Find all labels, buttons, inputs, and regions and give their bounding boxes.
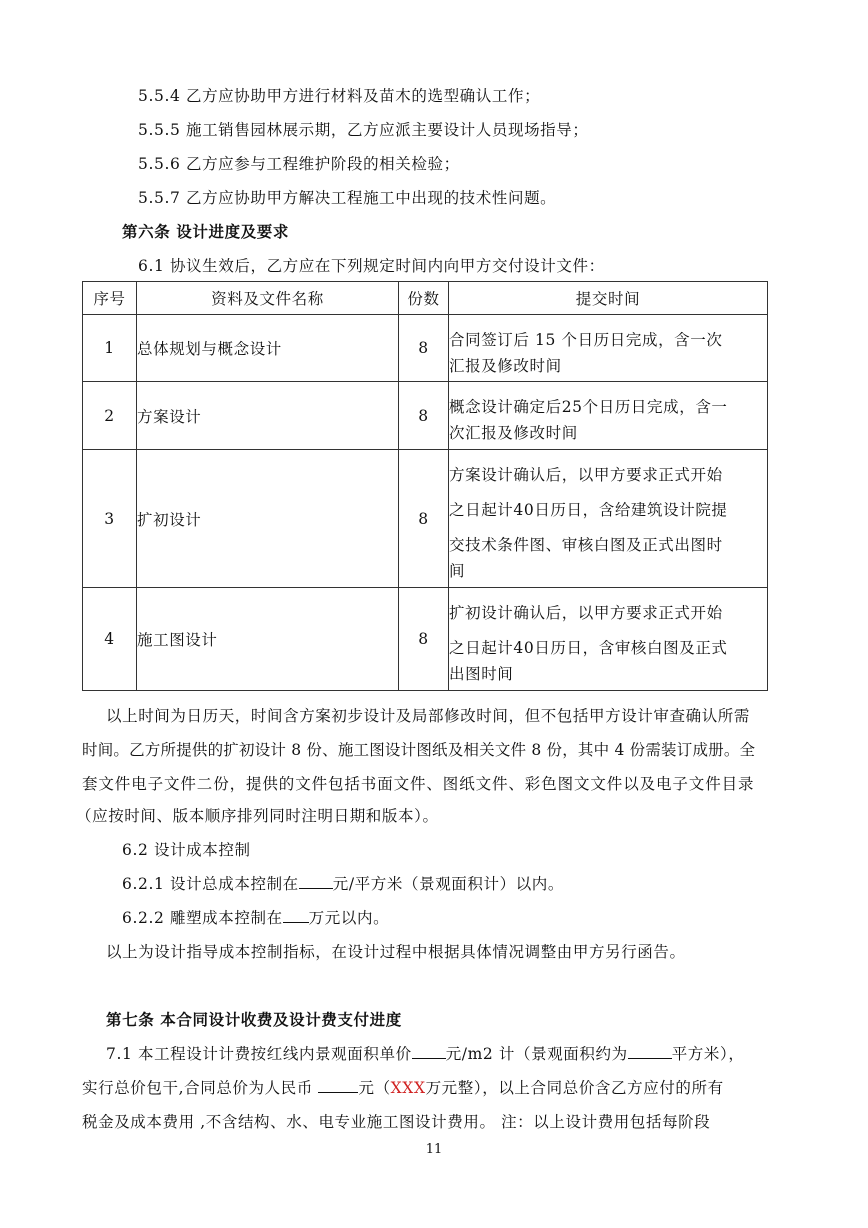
row-time <box>449 315 768 382</box>
fill-blank <box>628 1044 672 1059</box>
row-time-line: 方案设计确认后，以甲方要求正式开始 <box>449 466 723 484</box>
placeholder-amount: XXX <box>390 1079 426 1097</box>
table-row <box>83 450 768 588</box>
row-time-line: 概念设计确定后25个日历日完成，含一 <box>449 398 728 416</box>
table-row <box>83 588 768 691</box>
clause-6-2: 6.2 设计成本控制 <box>122 841 251 859</box>
row-time-line: 次汇报及修改时间 <box>449 424 578 442</box>
row-copies: 8 <box>399 588 449 691</box>
header-no: 序号 <box>83 282 137 315</box>
clause-7-1-text: 万元整），以上合同总价含乙方应付的所有 <box>425 1079 724 1097</box>
row-name: 施工图设计 <box>137 588 399 691</box>
clause-7-1-line2 <box>82 1078 724 1098</box>
row-no: 4 <box>83 588 137 691</box>
delivery-schedule-table <box>82 281 768 691</box>
row-time-line: 合同签订后 15 个日历日完成，含一次 <box>449 330 723 349</box>
row-name: 方案设计 <box>137 382 399 450</box>
page-number: 11 <box>425 1142 443 1157</box>
clause-6-2-1-text: 元/平方米（景观面积计）以内。 <box>332 875 565 893</box>
row-name: 总体规划与概念设计 <box>137 315 399 382</box>
row-copies: 8 <box>399 315 449 382</box>
clause-5-5-5: 5.5.5 施工销售园林展示期，乙方应派主要设计人员现场指导； <box>138 121 589 139</box>
row-time <box>449 588 768 691</box>
clause-6-2-2-text: 万元以内。 <box>308 909 390 927</box>
fill-blank <box>412 1044 446 1059</box>
cost-note: 以上为设计指导成本控制指标，在设计过程中根据具体情况调整由甲方另行函告。 <box>106 943 686 961</box>
row-copies: 8 <box>399 382 449 450</box>
row-time-line: 汇报及修改时间 <box>449 356 562 375</box>
clause-7-1-text: 平方米）， <box>671 1045 745 1063</box>
table-header-row <box>83 282 768 315</box>
row-time-line: 扩初设计确认后，以甲方要求正式开始 <box>449 604 723 622</box>
row-no: 3 <box>83 450 137 588</box>
table-row <box>83 382 768 450</box>
paragraph-line: 时间。乙方所提供的扩初设计 8 份、施工图设计图纸及相关文件 8 份，其中 4 份需装订成册。全 <box>82 741 756 759</box>
row-time-line: 交技术条件图、审核白图及正式出图时 <box>449 536 723 554</box>
clause-6-1: 6.1 协议生效后，乙方应在下列规定时间内向甲方交付设计文件： <box>138 257 605 275</box>
paragraph-line: 以上时间为日历天，时间含方案初步设计及局部修改时间，但不包括甲方设计审查确认所需 <box>106 707 751 725</box>
row-time-line: 之日起计40日历日，含给建筑设计院提 <box>449 501 728 519</box>
clause-7-1-text: 实行总价包干,合同总价为人民币 <box>82 1079 319 1097</box>
header-time: 提交时间 <box>449 282 768 315</box>
clause-5-5-7: 5.5.7 乙方应协助甲方解决工程施工中出现的技术性问题。 <box>138 189 557 207</box>
clause-6-2-1-text: 6.2.1 设计总成本控制在 <box>122 875 299 893</box>
row-no: 1 <box>83 315 137 382</box>
clause-7-1 <box>106 1044 744 1064</box>
row-time <box>449 450 768 588</box>
clause-5-5-4: 5.5.4 乙方应协助甲方进行材料及苗木的选型确认工作； <box>138 87 541 105</box>
paragraph-line: 套文件电子文件二份，提供的文件包括书面文件、图纸文件、彩色图文文件以及电子文件目录 <box>82 775 755 793</box>
row-copies: 8 <box>399 450 449 588</box>
row-no: 2 <box>83 382 137 450</box>
clause-7-1-text: 元/m2 计（景观面积约为 <box>445 1045 628 1063</box>
header-copies: 份数 <box>399 282 449 315</box>
fill-blank <box>283 908 309 923</box>
row-time-line: 出图时间 <box>449 665 514 683</box>
row-time-line: 间 <box>449 562 466 580</box>
fill-blank <box>318 1078 358 1093</box>
row-time-line: 之日起计40日历日，含审核白图及正式 <box>449 639 728 657</box>
clause-7-1-line3: 税金及成本费用 ,不含结构、水、电专业施工图设计费用。 注：以上设计费用包括每阶段 <box>82 1113 711 1131</box>
clause-6-2-2 <box>122 908 389 928</box>
article-6-heading: 第六条 设计进度及要求 <box>122 223 289 241</box>
header-name: 资料及文件名称 <box>137 282 399 315</box>
clause-7-1-text: 元（ <box>358 1079 391 1097</box>
clause-6-2-2-text: 6.2.2 雕塑成本控制在 <box>122 909 283 927</box>
table-row <box>83 315 768 382</box>
row-time <box>449 382 768 450</box>
clause-6-2-1 <box>122 874 564 894</box>
clause-5-5-6: 5.5.6 乙方应参与工程维护阶段的相关检验； <box>138 155 460 173</box>
clause-7-1-text: 7.1 本工程设计计费按红线内景观面积单价 <box>106 1045 412 1063</box>
paragraph-line: （应按时间、版本顺序排列同时注明日期和版本）。 <box>76 807 439 825</box>
fill-blank <box>299 874 333 889</box>
article-7-heading: 第七条 本合同设计收费及设计费支付进度 <box>106 1011 402 1029</box>
row-name: 扩初设计 <box>137 450 399 588</box>
